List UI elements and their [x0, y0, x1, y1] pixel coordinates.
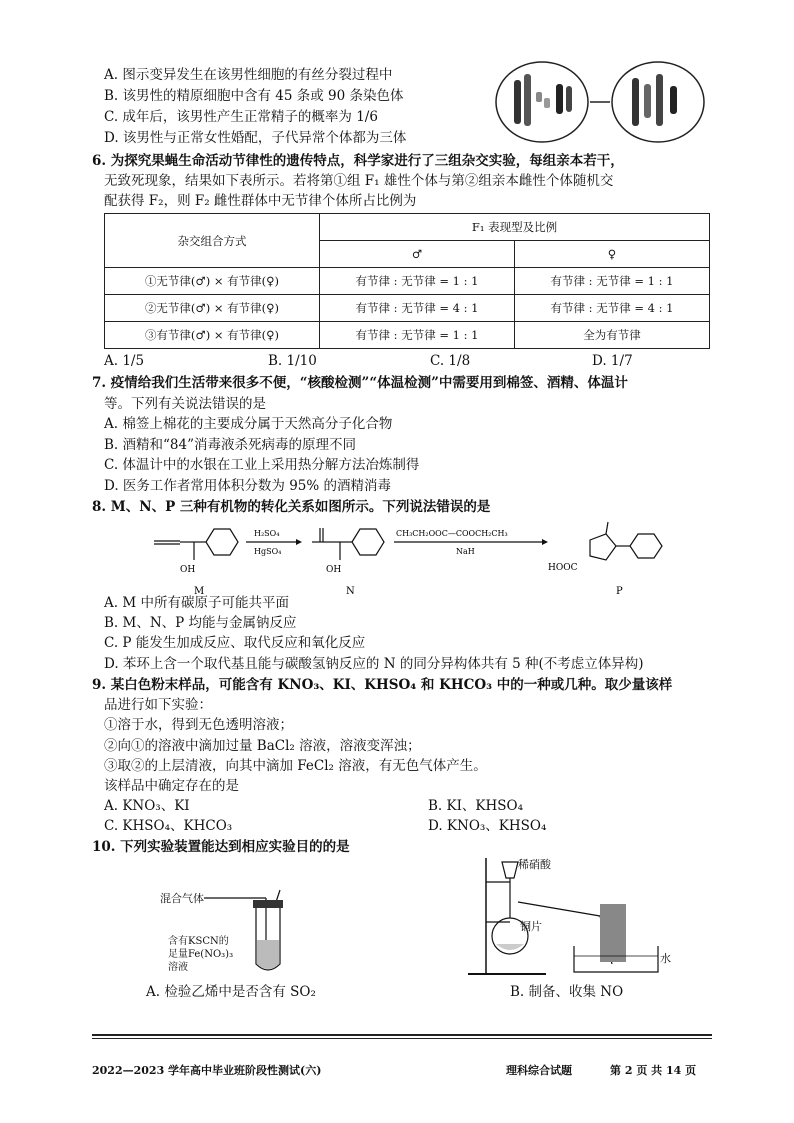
q6-line2: 无致死现象，结果如下表所示。若将第①组 F₁ 雄性个体与第②组亲本雌性个体随机交 — [104, 173, 614, 189]
molecule-n — [312, 528, 384, 560]
table-cell: 有节律 : 无节律 = 1 : 1 — [320, 322, 515, 349]
q7-option-c: C. 体温计中的水银在工业上采用热分解方法冶炼制得 — [104, 457, 420, 473]
q6-line3: 配获得 F₂，则 F₂ 雌性群体中无节律个体所占比例为 — [104, 193, 417, 209]
table-cell: ③有节律(♂) × 有节律(♀) — [105, 322, 320, 349]
q8-option-d: D. 苯环上含一个取代基且能与碳酸氢钠反应的 N 的同分异构体共有 5 种(不考虑立体异构) — [104, 656, 644, 672]
dilute-nitric-acid-label: 稀硝酸 — [518, 858, 551, 871]
q8-option-a: A. M 中所有碳原子可能共平面 — [104, 595, 289, 611]
m-oh-label: OH — [180, 565, 196, 575]
q9-line2: 品进行如下实验： — [104, 697, 212, 713]
q7-option-b: B. 酒精和“84”消毒液杀死病毒的原理不同 — [104, 437, 356, 453]
footer-rule-thin — [92, 1038, 712, 1039]
q8-option-b: B. M、N、P 均能与金属钠反应 — [104, 615, 297, 631]
footer-page-number: 第 2 页 共 14 页 — [610, 1064, 697, 1077]
footer-rule — [92, 1034, 712, 1036]
m-label: M — [194, 586, 205, 597]
q9-option-a: A. KNO₃、KI — [104, 798, 190, 814]
table-header-male: ♂ — [320, 241, 515, 268]
arrow-2-top: CH₃CH₂OOC—COOCH₂CH₃ — [396, 529, 508, 538]
q7-option-a: A. 棉签上棉花的主要成分属于天然高分子化合物 — [104, 416, 393, 432]
p-label: P — [616, 586, 623, 597]
q10-option-a: A. 检验乙烯中是否含有 SO₂ — [146, 984, 316, 1000]
q6-line1: 6. 为探究果蝇生命活动节律性的遗传特点，科学家进行了三组杂交实验，每组亲本若干， — [92, 153, 624, 169]
q7-line1: 7. 疫情给我们生活带来很多不便，“核酸检测”“体温检测”中需要用到棉签、酒精、体温计 — [92, 375, 628, 391]
q9-option-b: B. KI、KHSO₄ — [428, 798, 524, 814]
q9-line1: 9. 某白色粉末样品，可能含有 KNO₃、KI、KHSO₄ 和 KHCO₃ 中的一种或几种。取少量该样 — [92, 677, 673, 693]
table-row — [105, 295, 710, 322]
q7-line2: 等。下列有关说法错误的是 — [104, 396, 266, 412]
chromosome-figure — [490, 58, 714, 148]
arrow-1-bottom: HgSO₄ — [254, 547, 282, 556]
q5-option-d: D. 该男性与正常女性婚配，子代异常个体都为三体 — [104, 130, 407, 146]
table-row — [105, 268, 710, 295]
table-cell: 全为有节律 — [515, 322, 710, 349]
table-cell: ②无节律(♂) × 有节律(♀) — [105, 295, 320, 322]
footer-subject: 理科综合试题 — [506, 1064, 572, 1077]
table-header-female: ♀ — [515, 241, 710, 268]
q6-option-a: A. 1/5 — [104, 353, 145, 369]
table-cell: 有节律 : 无节律 = 4 : 1 — [320, 295, 515, 322]
q8-line1: 8. M、N、P 三种有机物的转化关系如图所示。下列说法错误的是 — [92, 499, 491, 515]
solution-label-2: 足量Fe(NO₃)₃ — [168, 949, 234, 960]
footer-exam-title: 2022—2023 学年高中毕业班阶段性测试(六) — [92, 1064, 322, 1077]
table-row — [105, 322, 710, 349]
q6-option-c: C. 1/8 — [430, 353, 471, 369]
q5-option-c: C. 成年后，该男性产生正常精子的概率为 1/6 — [104, 109, 378, 125]
reaction-scheme — [150, 520, 710, 598]
q9-question: 该样品中确定存在的是 — [104, 778, 239, 794]
copper-label: 铜片 — [520, 920, 542, 933]
molecule-m — [154, 529, 238, 560]
table-cell: ①无节律(♂) × 有节律(♀) — [105, 268, 320, 295]
cross-table — [104, 213, 710, 349]
molecule-p — [590, 522, 662, 560]
q9-option-c: C. KHSO₄、KHCO₃ — [104, 818, 233, 834]
n-label: N — [346, 586, 355, 597]
q5-option-a: A. 图示变异发生在该男性细胞的有丝分裂过程中 — [104, 67, 393, 83]
q5-option-b: B. 该男性的精原细胞中含有 45 条或 90 条染色体 — [104, 88, 404, 104]
q10-option-b: B. 制备、收集 NO — [510, 984, 624, 1000]
arrow-2-bottom: NaH — [456, 547, 475, 556]
table-cell: 有节律 : 无节律 = 1 : 1 — [320, 268, 515, 295]
q6-option-b: B. 1/10 — [268, 353, 317, 369]
table-cell: 有节律 : 无节律 = 1 : 1 — [515, 268, 710, 295]
q6-option-d: D. 1/7 — [592, 353, 633, 369]
q10-line1: 10. 下列实验装置能达到相应实验目的的是 — [92, 839, 350, 855]
solution-label-1: 含有KSCN的 — [168, 936, 229, 947]
table-header-cross: 杂交组合方式 — [105, 214, 320, 268]
table-header-f1: F₁ 表现型及比例 — [320, 214, 710, 241]
n-oh-label: OH — [326, 565, 342, 575]
apparatus-b — [462, 852, 692, 982]
arrow-1-top: H₂SO₄ — [254, 529, 280, 538]
q8-option-c: C. P 能发生加成反应、取代反应和氧化反应 — [104, 635, 366, 651]
mixed-gas-label: 混合气体 — [160, 892, 204, 905]
water-label: 水 — [660, 952, 671, 965]
q9-step2: ②向①的溶液中滴加过量 BaCl₂ 溶液，溶液变浑浊； — [104, 738, 421, 754]
p-hooc-label: HOOC — [548, 563, 578, 573]
q9-option-d: D. KNO₃、KHSO₄ — [428, 818, 547, 834]
q9-step1: ①溶于水，得到无色透明溶液； — [104, 717, 293, 733]
q9-step3: ③取②的上层清液，向其中滴加 FeCl₂ 溶液，有无色气体产生。 — [104, 758, 487, 774]
q7-option-d: D. 医务工作者常用体积分数为 95% 的酒精消毒 — [104, 478, 392, 494]
solution-label-3: 溶液 — [168, 962, 188, 973]
table-cell: 有节律 : 无节律 = 4 : 1 — [515, 295, 710, 322]
